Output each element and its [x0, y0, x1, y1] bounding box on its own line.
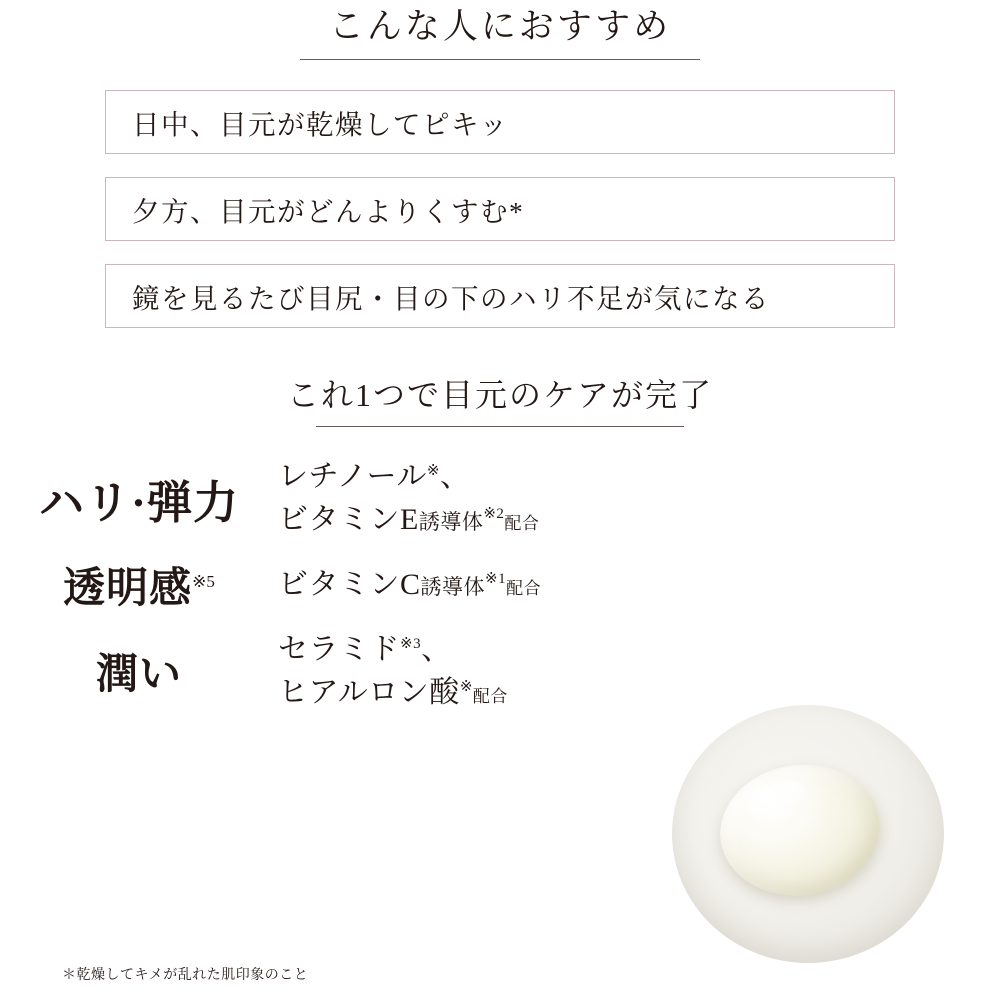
- recommend-item-label: 鏡を見るたび目尻・目の下のハリ不足が気になる: [132, 282, 770, 314]
- section2-heading: これ1つで目元のケアが完了: [286, 376, 713, 413]
- list-item: [105, 177, 895, 241]
- separator: 、: [421, 632, 452, 666]
- benefit-description: [278, 455, 539, 542]
- footnote-marker: ※1: [485, 570, 507, 587]
- benefit-row: [0, 628, 1000, 715]
- footnote-marker: ※5: [192, 571, 215, 591]
- separator: 、: [439, 459, 471, 493]
- benefit-label: [0, 555, 278, 615]
- recommend-section: [0, 0, 1000, 328]
- benefit-description: [278, 563, 541, 607]
- footnote-text: ＊乾燥してキメが乱れた肌印象のこと: [62, 968, 309, 983]
- benefit-desc-line: [278, 498, 539, 542]
- ingredient-suffix: 配合: [472, 687, 508, 706]
- recommend-item-label: 夕方、目元がどんよりくすむ*: [132, 195, 525, 227]
- benefit-row: [0, 542, 1000, 628]
- ingredient-qualifier: 誘導体: [420, 574, 486, 599]
- benefits-section: [0, 370, 1000, 715]
- benefit-label-text: ハリ·弾力: [38, 477, 239, 528]
- ingredient-name: ビタミンE: [278, 503, 419, 536]
- ingredient-name: ヒアルロン酸: [278, 676, 460, 709]
- benefit-label: [0, 641, 278, 701]
- ingredient-qualifier: 誘導体: [418, 510, 484, 534]
- footnote-marker: ※: [426, 462, 440, 479]
- benefit-desc-line: [278, 455, 539, 499]
- footnote-marker: ※2: [483, 506, 505, 522]
- section2-heading-rule: [316, 426, 684, 427]
- product-texture-image: [672, 705, 944, 963]
- benefit-label: [0, 466, 278, 531]
- recommend-item-label: 日中、目元が乾燥してピキッ: [132, 108, 509, 140]
- ingredient-name: レチノール: [278, 459, 427, 493]
- list-item: [105, 264, 895, 328]
- benefits-list: [0, 455, 1000, 715]
- benefit-row: [0, 455, 1000, 542]
- ingredient-suffix: 配合: [506, 578, 542, 598]
- benefit-desc-line: [278, 628, 508, 672]
- benefit-desc-line: [278, 563, 541, 607]
- benefit-label-text: 潤い: [95, 652, 182, 698]
- recommend-list: [105, 90, 895, 328]
- droplet-highlight: [742, 774, 811, 823]
- footnote-marker: ※3: [400, 635, 422, 652]
- benefit-label-text: 透明感: [63, 565, 193, 612]
- footnote-marker: ※: [459, 679, 473, 695]
- benefit-description: [278, 628, 508, 715]
- ingredient-name: セラミド: [278, 632, 400, 666]
- ingredient-name: ビタミンC: [278, 567, 421, 601]
- ingredient-suffix: 配合: [504, 514, 540, 533]
- section1-heading: こんな人におすすめ: [328, 7, 672, 46]
- section1-heading-rule: [300, 59, 700, 60]
- cream-droplet: [712, 754, 889, 905]
- list-item: [105, 90, 895, 154]
- benefit-desc-line: [278, 671, 508, 715]
